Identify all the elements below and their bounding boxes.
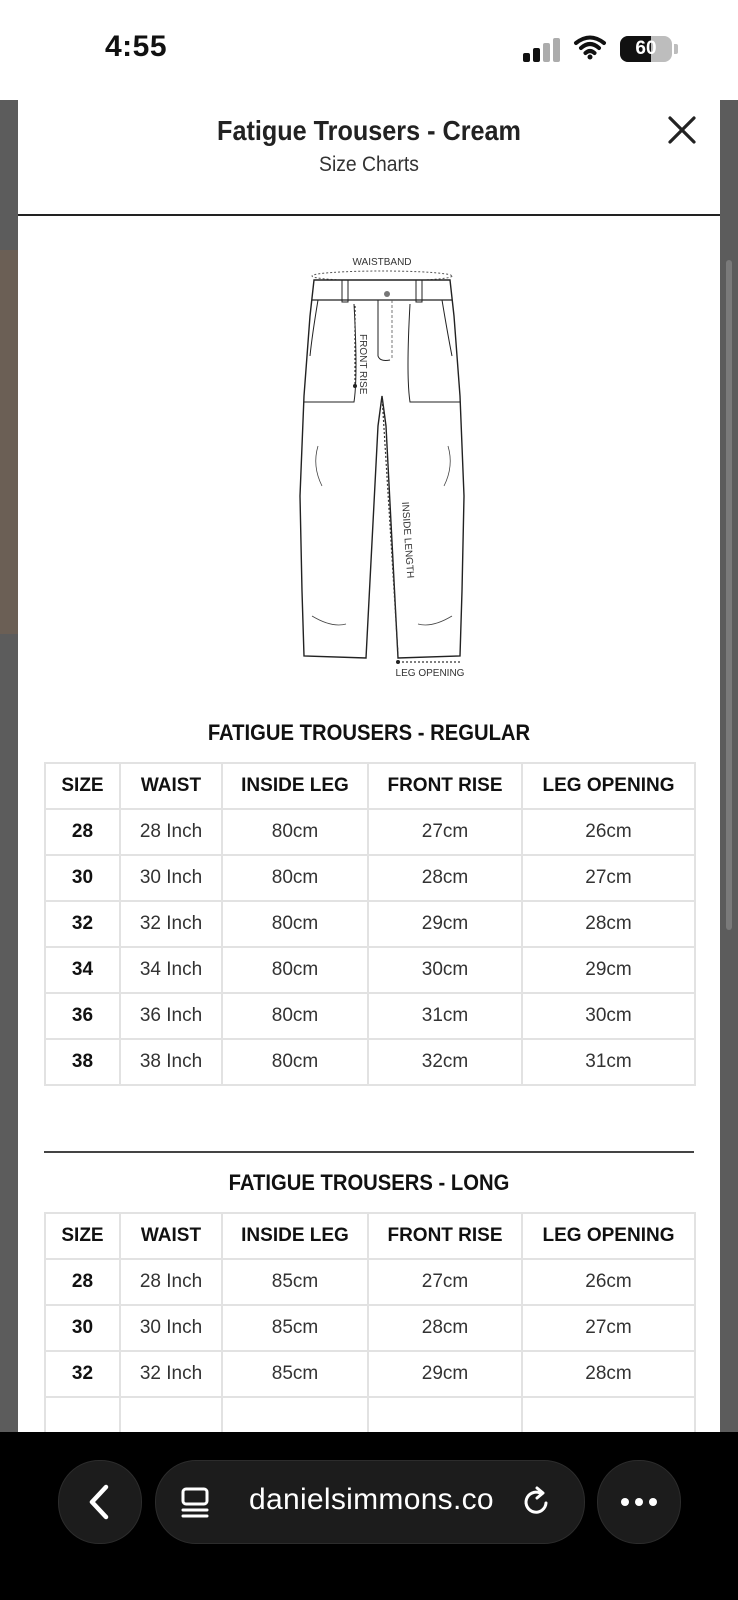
waist-cell: 30 Inch — [120, 1305, 222, 1351]
more-button[interactable] — [597, 1460, 681, 1544]
leg-opening-label: LEG OPENING — [395, 668, 465, 679]
inside-leg-cell: 80cm — [222, 993, 368, 1039]
table-row — [45, 993, 695, 1039]
inside-leg-cell: 80cm — [222, 901, 368, 947]
status-bar — [0, 0, 738, 100]
backdrop-image-edge — [0, 250, 18, 634]
header-front-rise: FRONT RISE — [368, 763, 522, 809]
inside-leg-cell — [222, 1397, 368, 1432]
leg-opening-cell: 28cm — [522, 901, 695, 947]
inside-leg-cell: 85cm — [222, 1305, 368, 1351]
header-inside-leg: INSIDE LEG — [222, 763, 368, 809]
leg-opening-cell: 26cm — [522, 1259, 695, 1305]
header-waist: WAIST — [120, 763, 222, 809]
page-scrollbar[interactable] — [726, 260, 732, 930]
size-cell: 30 — [45, 1305, 120, 1351]
leg-opening-cell: 29cm — [522, 947, 695, 993]
size-cell: 34 — [45, 947, 120, 993]
table-row — [45, 901, 695, 947]
front-rise-cell: 32cm — [368, 1039, 522, 1085]
front-rise-cell: 29cm — [368, 1351, 522, 1397]
status-time: 4:55 — [105, 30, 168, 63]
inside-leg-cell: 80cm — [222, 855, 368, 901]
table-row — [45, 1039, 695, 1085]
url-text[interactable]: danielsimmons.co — [249, 1483, 494, 1516]
tab-overview-icon[interactable] — [178, 1485, 212, 1519]
header-size: SIZE — [45, 763, 120, 809]
leg-opening-cell: 27cm — [522, 1305, 695, 1351]
header-waist: WAIST — [120, 1213, 222, 1259]
section-divider — [44, 1151, 694, 1153]
inside-leg-cell: 85cm — [222, 1259, 368, 1305]
size-cell: 36 — [45, 993, 120, 1039]
size-cell: 28 — [45, 809, 120, 855]
waist-cell: 36 Inch — [120, 993, 222, 1039]
table-header-row — [45, 1213, 695, 1259]
header-leg-opening: LEG OPENING — [522, 763, 695, 809]
front-rise-label: FRONT RISE — [357, 334, 368, 395]
front-rise-cell: 28cm — [368, 855, 522, 901]
inside-leg-cell: 80cm — [222, 1039, 368, 1085]
long-size-table — [44, 1212, 696, 1432]
header-leg-opening: LEG OPENING — [522, 1213, 695, 1259]
battery-icon — [620, 36, 672, 62]
regular-size-table — [44, 762, 696, 1086]
regular-table-title: FATIGUE TROUSERS - REGULAR — [207, 720, 531, 745]
inside-length-label: INSIDE LENGTH — [399, 501, 416, 579]
back-button[interactable] — [58, 1460, 142, 1544]
table-header-row — [45, 763, 695, 809]
inside-leg-cell: 85cm — [222, 1351, 368, 1397]
size-cell: 30 — [45, 855, 120, 901]
size-cell: 32 — [45, 1351, 120, 1397]
battery-tip — [674, 44, 678, 54]
table-row — [45, 855, 695, 901]
size-cell — [45, 1397, 120, 1432]
table-row — [45, 1259, 695, 1305]
size-chart-modal — [18, 100, 720, 1432]
waist-cell — [120, 1397, 222, 1432]
header-front-rise: FRONT RISE — [368, 1213, 522, 1259]
table-row-partial — [45, 1397, 695, 1432]
size-cell: 32 — [45, 901, 120, 947]
reload-icon[interactable] — [520, 1485, 554, 1519]
table-row — [45, 1305, 695, 1351]
inside-leg-cell: 80cm — [222, 947, 368, 993]
waist-cell: 30 Inch — [120, 855, 222, 901]
long-table-title: FATIGUE TROUSERS - LONG — [228, 1170, 510, 1195]
front-rise-cell: 30cm — [368, 947, 522, 993]
address-bar[interactable] — [155, 1460, 585, 1544]
leg-opening-cell — [522, 1397, 695, 1432]
leg-opening-cell: 26cm — [522, 809, 695, 855]
waistband-label: WAISTBAND — [352, 257, 412, 268]
front-rise-cell: 29cm — [368, 901, 522, 947]
cellular-signal-icon — [523, 38, 561, 62]
back-icon — [59, 1461, 141, 1543]
size-cell: 38 — [45, 1039, 120, 1085]
leg-opening-cell: 28cm — [522, 1351, 695, 1397]
battery-percent: 60 — [635, 38, 657, 59]
header-inside-leg: INSIDE LEG — [222, 1213, 368, 1259]
waist-cell: 32 Inch — [120, 901, 222, 947]
front-rise-cell: 27cm — [368, 809, 522, 855]
front-rise-cell — [368, 1397, 522, 1432]
browser-toolbar — [0, 1432, 738, 1600]
waist-cell: 32 Inch — [120, 1351, 222, 1397]
wifi-icon — [573, 34, 607, 60]
waist-cell: 28 Inch — [120, 1259, 222, 1305]
leg-opening-cell: 27cm — [522, 855, 695, 901]
table-row — [45, 809, 695, 855]
close-icon[interactable] — [662, 110, 702, 150]
table-row — [45, 947, 695, 993]
waist-cell: 34 Inch — [120, 947, 222, 993]
modal-title: Fatigue Trousers - Cream — [217, 115, 521, 146]
header-size: SIZE — [45, 1213, 120, 1259]
table-row — [45, 1351, 695, 1397]
size-cell: 28 — [45, 1259, 120, 1305]
inside-leg-cell: 80cm — [222, 809, 368, 855]
waist-cell: 28 Inch — [120, 809, 222, 855]
more-icon — [598, 1461, 680, 1543]
modal-header — [18, 100, 720, 216]
front-rise-cell: 28cm — [368, 1305, 522, 1351]
front-rise-cell: 27cm — [368, 1259, 522, 1305]
modal-subtitle: Size Charts — [319, 153, 419, 176]
waist-cell: 38 Inch — [120, 1039, 222, 1085]
trousers-measurement-diagram — [282, 256, 482, 686]
leg-opening-cell: 31cm — [522, 1039, 695, 1085]
front-rise-cell: 31cm — [368, 993, 522, 1039]
leg-opening-cell: 30cm — [522, 993, 695, 1039]
